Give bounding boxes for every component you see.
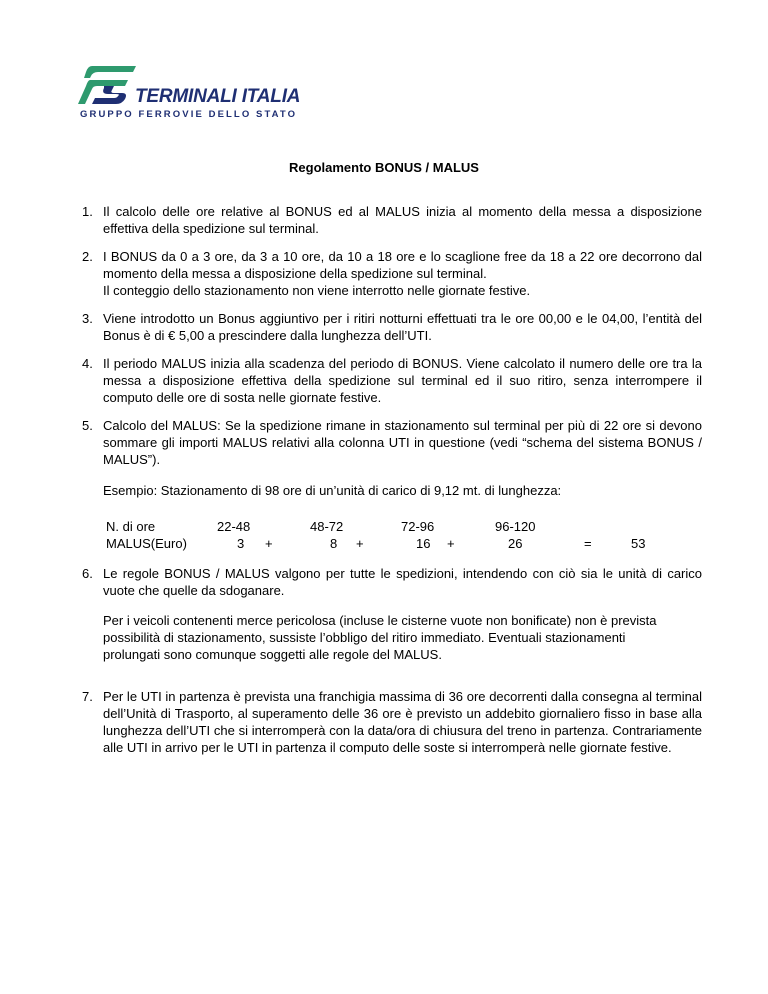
page-title: Regolamento BONUS / MALUS	[289, 160, 479, 175]
item-number: 3.	[82, 311, 93, 326]
range-cell: 72-96	[401, 519, 435, 534]
malus-example-table	[103, 518, 663, 554]
group-name: GRUPPO FERROVIE DELLO STATO	[80, 109, 298, 120]
list-item	[82, 565, 702, 599]
item-text-continued: Il conteggio dello stazionamento non viene interrotto nelle giornate festive.	[103, 283, 531, 298]
value-cell: 8	[330, 536, 338, 551]
item-text: Viene introdotto un Bonus aggiuntivo per i ritiri notturni effettuati tra le ore 00,00 e le 04,00, l’entità del Bonus è di € 5,00 a prescindere dalla lunghezza dell’UTI.	[103, 311, 702, 343]
item-text: Per le UTI in partenza è prevista una franchigia massima di 36 ore decorrenti dalla consegna al terminal dell’Unità di Trasporto, al superamento delle 36 ore è previsto un addebito giornaliero fisso in base alla lunghezza dell’UTI che si interromperà con la data/ora di chiusura del treno in partenza. Contrariamente alle UTI in arrivo per le UTI in partenza il computo delle soste si interromperà nelle giornate festive.	[103, 689, 702, 755]
brand-name: TERMINALI ITALIA	[135, 86, 301, 107]
hours-label: N. di ore	[106, 519, 156, 534]
plus-sign: +	[356, 536, 364, 551]
fs-logo-icon	[78, 62, 138, 106]
value-cell: 26	[508, 536, 523, 551]
item-number: 7.	[82, 689, 93, 704]
range-cell: 22-48	[217, 519, 251, 534]
item-number: 6.	[82, 566, 93, 581]
item-number: 2.	[82, 249, 93, 264]
list-item	[82, 688, 702, 756]
item-text: I BONUS da 0 a 3 ore, da 3 a 10 ore, da 10 a 18 ore e lo scaglione free da 18 a 22 ore decorrono dal momento della messa a disposizione della spedizione sul terminal.	[103, 249, 702, 281]
list-item	[82, 417, 702, 468]
list-item	[82, 248, 702, 299]
plus-sign: +	[447, 536, 455, 551]
malus-label: MALUS(Euro)	[106, 536, 187, 551]
equals-sign: =	[584, 536, 592, 551]
range-cell: 96-120	[495, 519, 536, 534]
item-text: Calcolo del MALUS: Se la spedizione rimane in stazionamento sul terminal per più di 22 ore si devono sommare gli importi MALUS relativi alla colonna UTI in questione (vedi “schema del sistema BONUS / MALUS”).	[103, 418, 702, 467]
total-value: 53	[631, 536, 646, 551]
item-text: Le regole BONUS / MALUS valgono per tutte le spedizioni, intendendo con ciò sia le unità di carico vuote che quelle da sdoganare.	[103, 566, 702, 598]
example-intro: Esempio: Stazionamento di 98 ore di un’unità di carico di 9,12 mt. di lunghezza:	[103, 483, 562, 498]
range-cell: 48-72	[310, 519, 344, 534]
item-text: Il periodo MALUS inizia alla scadenza del periodo di BONUS. Viene calcolato il numero delle ore tra la messa a disposizione effettiva della spedizione sul terminal ed il suo ritiro, senza interrompere il computo delle ore di sosta nelle giornate festive.	[103, 356, 702, 405]
value-cell: 3	[237, 536, 245, 551]
company-logo	[78, 62, 308, 122]
item-number: 5.	[82, 418, 93, 433]
item-number: 4.	[82, 356, 93, 371]
list-item	[82, 310, 702, 344]
value-cell: 16	[416, 536, 431, 551]
item-text: Il calcolo delle ore relative al BONUS ed al MALUS inizia al momento della messa a disposizione effettiva della spedizione sul terminal.	[103, 204, 702, 236]
hazard-note: Per i veicoli contenenti merce pericolosa (incluse le cisterne vuote non bonificate) non è prevista possibilità di stazionamento, sussiste l’obbligo del ritiro immediato. Eventuali stazionamenti prolungati sono comunque soggetti alle regole del MALUS.	[103, 613, 657, 662]
list-item	[82, 203, 702, 237]
list-item	[82, 355, 702, 406]
plus-sign: +	[265, 536, 273, 551]
item-number: 1.	[82, 204, 93, 219]
